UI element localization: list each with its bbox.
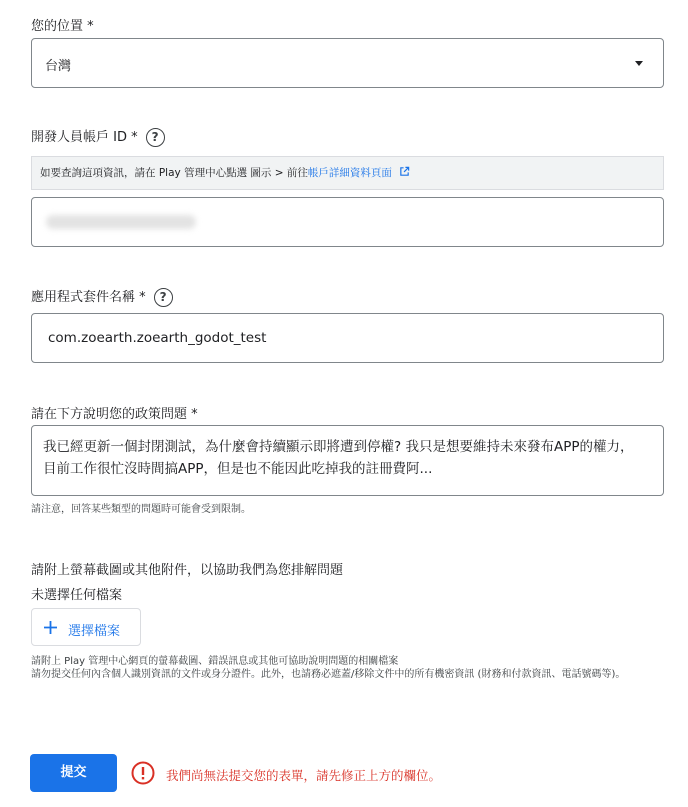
- policy-issue-note: 請注意，回答某些類型的問題時可能會受到限制。: [31, 504, 251, 515]
- question-circle-icon[interactable]: ?: [146, 128, 165, 147]
- package-name-value: com.zoearth.zoearth_godot_test: [48, 330, 267, 346]
- account-details-link[interactable]: 帳戶詳細資料頁面: [307, 167, 392, 179]
- developer-id-hint: [31, 156, 664, 190]
- attachments-status: 未選擇任何檔案: [31, 588, 123, 603]
- choose-file-button[interactable]: [31, 608, 141, 646]
- attachments-title: 請附上螢幕截圖或其他附件，以協助我們為您排解問題: [31, 563, 344, 578]
- attachments-help: [31, 656, 656, 681]
- dropdown-arrow-icon: [635, 61, 643, 66]
- policy-issue-textarea[interactable]: [31, 425, 664, 496]
- developer-id-label: 開發人員帳戶 ID *: [31, 130, 138, 145]
- package-name-label-row: [31, 286, 173, 307]
- question-circle-icon[interactable]: ?: [154, 288, 173, 307]
- hint-text: 如要查詢這項資訊，請在 Play 管理中心點選 圖示 > 前往: [40, 167, 308, 179]
- package-name-label: 應用程式套件名稱 *: [31, 290, 146, 305]
- choose-file-label: 選擇檔案: [68, 624, 121, 639]
- policy-issue-value: 我已經更新一個封閉測試，為什麼會持續顯示即將遭到停權? 我只是想要維持未來發布APP的權力，目前工作很忙沒時間搞APP，但是也不能因此吃掉我的註冊費阿...: [43, 439, 634, 477]
- submit-button[interactable]: 提交: [30, 754, 117, 792]
- location-select[interactable]: [31, 38, 664, 88]
- open-in-new-icon[interactable]: [399, 166, 410, 177]
- location-value: 台灣: [45, 59, 72, 74]
- location-label: 您的位置 *: [31, 19, 94, 34]
- developer-id-label-row: [31, 126, 165, 147]
- error-icon: [131, 761, 155, 785]
- policy-issue-label: 請在下方說明您的政策問題 *: [31, 407, 198, 422]
- attachments-help-line2: 請勿提交任何內含個人識別資訊的文件或身分證件。此外，也請務必遮蓋/移除文件中的所有機密資訊 (財務和付款資訊、電話號碼等)。: [31, 668, 626, 680]
- submit-error-message: 我們尚無法提交您的表單，請先修正上方的欄位。: [166, 768, 442, 783]
- developer-id-input[interactable]: [31, 197, 664, 247]
- plus-icon: [44, 621, 57, 634]
- package-name-input[interactable]: [31, 313, 664, 363]
- attachments-help-line1: 請附上 Play 管理中心網頁的螢幕截圖、錯誤訊息或其他可協助說明問題的相關檔案: [31, 656, 399, 667]
- redacted-value: [46, 215, 196, 229]
